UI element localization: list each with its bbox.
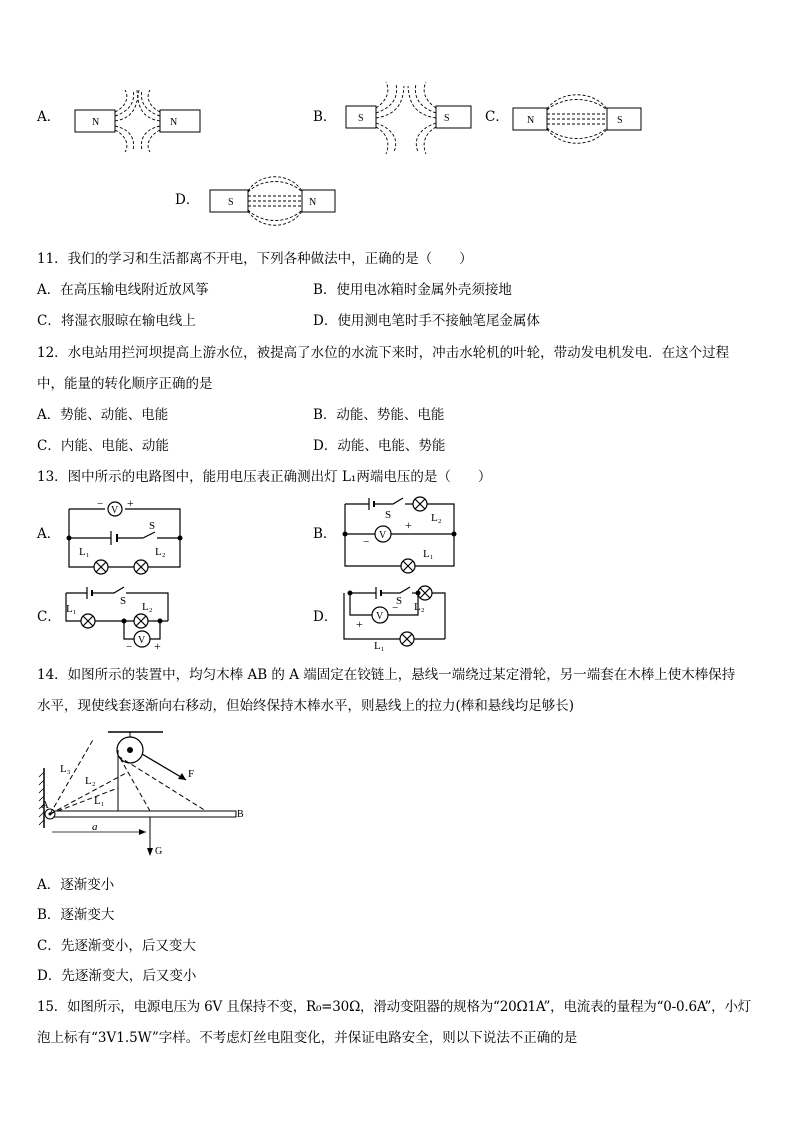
q13c-s: S [120,595,127,607]
q13a-l1: L₁ [79,546,90,558]
q13b-v: V [379,530,387,541]
q14-label-b-point: B [237,809,244,820]
q14-label-len-a: a [92,821,98,833]
q12-stem-line2: 中，能量的转化顺序正确的是 [37,376,213,392]
q14-label-a-point: A [41,799,49,811]
q10-c-pole-left: N [527,115,535,126]
q10-b-pole-left: S [358,113,364,124]
q13c-plus: + [154,639,161,653]
q15-stem-line2: 泡上标有“3V1.5W”字样。不考虑灯丝电阻变化，并保证电路安全，则以下说法不正确的是 [37,1030,578,1046]
q10-figure-b-magnets [346,88,471,153]
q13-circuit-c [62,583,182,651]
q12-option-a: A．势能、动能、电能 [37,407,169,423]
q14-stem-line1: 14．如图所示的装置中，均匀木棒 AB 的 A 端固定在铰链上，悬线一端绕过某定滑轮，另一端套在木棒上使木棒保持 [37,667,736,683]
q13c-l2: L₂ [142,601,153,613]
q13c-l1: L₁ [66,603,77,615]
q13b-minus: − [363,536,370,548]
q13d-s: S [396,595,403,607]
q10-b-pole-right: S [444,113,450,124]
q10-option-b-label: B． [313,109,337,125]
q10-c-pole-right: S [617,115,623,126]
q13-option-b-label: B． [313,526,337,542]
q11-option-c: C．将湿衣服晾在输电线上 [37,313,196,329]
q13b-l2: L₂ [431,512,442,524]
q11-option-d: D．使用测电笔时手不接触笔尾金属体 [313,313,540,329]
q14-stem-line2: 水平，现使线套逐渐向右移动，但始终保持木棒水平，则悬线上的拉力(棒和悬线均足够长) [37,698,575,714]
q13d-l1: L₁ [374,640,385,652]
q13d-v: V [376,611,384,622]
q12-option-d: D．动能、电能、势能 [313,438,446,454]
q13-option-a-label: A． [37,526,61,542]
q13d-l2: L₂ [414,601,425,613]
q10-d-pole-left: S [228,197,234,208]
q13c-v: V [138,635,146,646]
q12-stem-line1: 12．水电站用拦河坝提高上游水位，被提高了水位的水流下来时，冲击水轮机的叶轮，带动发电机发电．在这个过程 [37,345,730,361]
q14-label-f: F [188,768,195,780]
q14-label-g: G [155,846,163,857]
q13b-s: S [385,509,392,521]
q14-option-c: C．先逐渐变小，后又变大 [37,938,196,954]
q10-figure-c-magnets [513,90,641,150]
q11-option-a: A．在高压输电线附近放风筝 [37,282,209,298]
q13-option-d-label: D． [313,609,338,625]
q14-label-l3: L₃ [60,763,71,775]
q13a-s: S [149,520,156,532]
q13d-plus: + [356,617,363,631]
q10-option-a-label: A． [37,109,61,125]
q14-label-l2: L₂ [85,775,96,787]
q10-figure-d-magnets [210,170,335,232]
q13a-plus: + [127,496,134,510]
q13-option-c-label: C． [37,609,61,625]
q13d-minus: − [392,602,399,614]
q14-lever-figure [38,728,253,858]
q10-option-c-label: C． [485,109,509,125]
q11-option-b: B．使用电冰箱时金属外壳须接地 [313,282,512,298]
q13-circuit-a [65,495,185,570]
q11-stem: 11．我们的学习和生活都离不开电，下列各种做法中，正确的是（ ） [37,251,473,267]
q12-option-b: B．动能、势能、电能 [313,407,445,423]
q13a-minus: − [97,498,104,510]
q13-stem: 13．图中所示的电路图中，能用电压表正确测出灯 L₁两端电压的是（ ） [37,469,492,485]
q10-a-pole-right: N [170,117,178,128]
q13b-plus: + [405,518,412,532]
q13-circuit-d [340,583,460,651]
q13a-v: V [111,505,119,516]
q13a-l2: L₂ [155,546,166,558]
q14-option-a: A．逐渐变小 [37,877,115,893]
q12-option-c: C．内能、电能、动能 [37,438,169,454]
q10-figure-a-magnets [75,92,200,150]
q14-label-l1: L₁ [94,795,105,807]
q14-option-b: B．逐渐变大 [37,907,115,923]
q13b-l1: L₁ [423,548,434,560]
q10-option-d-label: D． [175,192,200,208]
q15-stem-line1: 15．如图所示，电源电压为 6V 且保持不变，R₀=30Ω，滑动变阻器的规格为“20Ω1A”，电流表的量程为“0-0.6A”，小灯 [37,999,752,1015]
q10-a-pole-left: N [92,117,100,128]
q13c-minus: − [126,641,133,653]
q10-d-pole-right: N [309,197,317,208]
q14-option-d: D．先逐渐变大，后又变小 [37,968,197,984]
q13-circuit-b [341,494,461,569]
